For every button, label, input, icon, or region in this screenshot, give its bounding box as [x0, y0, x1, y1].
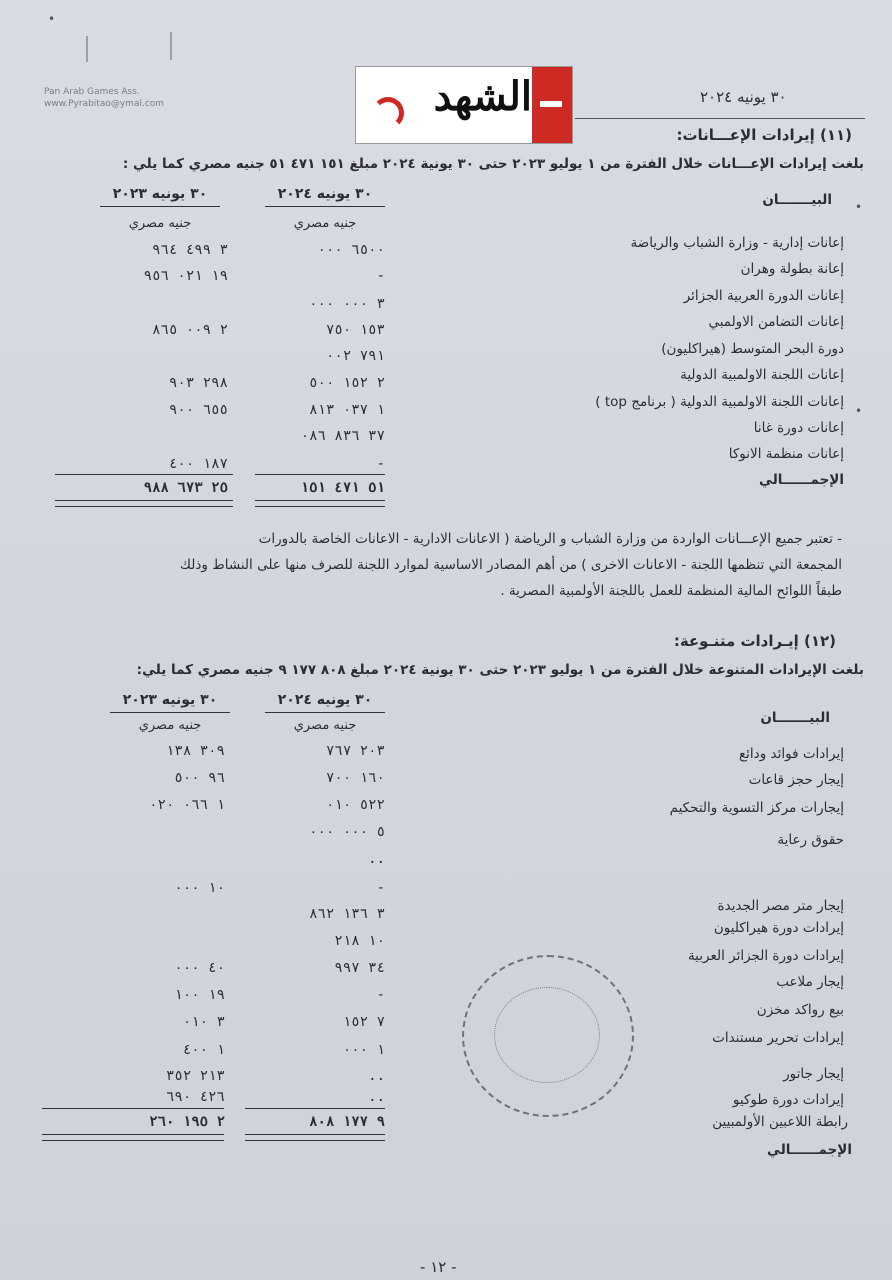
s1-row-label: إعانات إدارية - وزارة الشباب والرياضة: [630, 235, 844, 251]
official-stamp-icon: [462, 955, 634, 1117]
margin-dot: •: [855, 200, 863, 214]
section-2-title: (١٢) إيـرادات متنـوعة:: [673, 632, 836, 650]
s2-row-2023: ٩٦ ٥٠٠: [174, 770, 225, 786]
s2-row-2024: ١٦٠ ٧٠٠: [325, 770, 385, 786]
s2-total-rule-2024: [245, 1108, 385, 1109]
s1-row-2023: ١٩ ٠٢١ ٩٥٦: [143, 268, 228, 284]
s1-row-label: إعانة بطولة وهران: [740, 261, 844, 277]
s2-row-2023: ٢١٣ ٣٥٢: [165, 1068, 225, 1084]
s2-row-2024: ١٠ ٢١٨: [334, 933, 385, 949]
note-paragraph: [112, 526, 842, 604]
s2-col-2024-underline: [265, 712, 385, 713]
s1-total-label: الإجمــــــالي: [759, 472, 844, 488]
s1-row-2024: ٣ ٠٠٠ ٠٠٠: [309, 296, 385, 312]
s2-total-double-rule-2023: [42, 1134, 224, 1141]
s2-row-2023: ١ ٠٦٦ ٠٢٠: [149, 797, 225, 813]
note-line-1: - تعتبر جميع الإعـــانات الواردة من وزارة الشباب و الرياضة ( الاعانات الادارية - الاعانات الخاصة بالدورات: [258, 531, 842, 547]
s1-total-rule-2024: [255, 474, 385, 475]
s2-row-2024: ٣ ١٣٦ ٨٦٢: [309, 906, 385, 922]
s2-row-2024: ٣٤ ٩٩٧: [334, 960, 385, 976]
s2-col-2024-unit: جنيه مصري: [293, 718, 357, 733]
margin-dot: •: [855, 404, 863, 418]
s2-label-header: البيـــــــان: [760, 710, 830, 726]
margin-dot: •: [48, 12, 56, 26]
note-line-3: طبقاً اللوائح المالية المنظمة للعمل باللجنة الأولمبية المصرية .: [500, 583, 842, 599]
s2-row-label: إيجار جاتور: [783, 1066, 844, 1082]
s1-row-label: إعانات منظمة الانوكا: [728, 446, 844, 462]
s2-row-label: إيجار ملاعب: [776, 974, 844, 990]
s2-col-2023-unit: جنيه مصري: [138, 718, 202, 733]
s2-row-label: إيرادات تحرير مستندات: [712, 1030, 844, 1046]
s1-row-2024: ١٥٣ ٧٥٠: [325, 322, 385, 338]
s1-row-2024: -: [376, 268, 385, 284]
s1-col-2024-unit: جنيه مصري: [293, 216, 357, 231]
letterhead-line-2: www.Pyrabitao@ymal.com: [44, 99, 165, 109]
s1-row-2023: ٣ ٤٩٩ ٩٦٤: [152, 242, 228, 258]
s1-row-label: إعانات التضامن الاولمبي: [708, 314, 844, 330]
s2-row-2024: ١ ٠٠٠: [342, 1042, 385, 1058]
s2-row-label: إيرادات دورة طوكيو: [732, 1092, 844, 1108]
s1-row-2024: -: [376, 456, 385, 472]
s1-col-2024-header: ٣٠ يونيه ٢٠٢٤: [277, 186, 373, 202]
s2-row-2024: ٥ ٠٠٠ ٠٠٠: [309, 824, 385, 840]
s1-total-2024: ٥١ ٤٧١ ١٥١: [300, 480, 385, 496]
s2-row-2023: ١٠ ٠٠٠: [174, 880, 225, 896]
s2-total-rule-2023: [42, 1108, 224, 1109]
s2-row-2024: -: [376, 880, 385, 896]
s1-row-label: إعانات اللجنة الاولمبية الدولية ( برنامج top ): [595, 394, 844, 410]
s1-row-2023: ٢ ٠٠٩ ٨٦٥: [152, 322, 228, 338]
document-date: ٣٠ يونيه ٢٠٢٤: [700, 88, 787, 106]
s2-row-label: إيجار حجز قاعات: [748, 772, 844, 788]
section-1-title: (١١) إيرادات الإعـــانات:: [676, 126, 852, 144]
s2-row-2023: ١٩ ١٠٠: [174, 987, 225, 1003]
logo-text: الشهد: [433, 73, 532, 120]
s2-row-label: إيجارات مركز التسوية والتحكيم: [669, 800, 844, 816]
s1-row-2024: ٦٥٠٠ ٠٠٠: [317, 242, 385, 258]
s1-row-2023: ٢٩٨ ٩٠٣: [168, 375, 228, 391]
s1-row-label: إعانات دورة غانا: [753, 420, 844, 436]
s2-total-double-rule-2024: [245, 1134, 385, 1141]
header-divider: [575, 118, 865, 119]
s1-row-label: دورة البحر المتوسط (هيراكليون): [661, 341, 844, 357]
note-line-2: المجمعة التي تنظمها اللجنة - الاعانات الاخرى ) من أهم المصادر الاساسية لموارد اللجنة للصرف منها على النشاط وذلك: [179, 557, 842, 573]
s1-row-2023: ١٨٧ ٤٠٠: [168, 456, 228, 472]
section-1-intro: بلغت إيرادات الإعـــانات خلال الفترة من ١ يوليو ٢٠٢٣ حتى ٣٠ يونية ٢٠٢٤ مبلغ ١٥١ ٤٧١ ٥١ جنيه مصري كما يلي :: [122, 156, 864, 172]
s2-row-2023: ٣٠٩ ١٣٨: [165, 743, 225, 759]
s1-col-2023-header: ٣٠ يونيه ٢٠٢٣: [112, 186, 208, 202]
s1-total-rule-2023: [55, 474, 233, 475]
s2-col-2024-header: ٣٠ يونيه ٢٠٢٤: [277, 692, 373, 708]
letterhead-line-1: Pan Arab Games Ass.: [44, 87, 140, 97]
s2-row-2023: ١ ٤٠٠: [182, 1042, 225, 1058]
s2-row-2024: ..: [368, 1068, 385, 1084]
letterhead-mark: [86, 36, 88, 62]
s2-row-2024: ٢٠٣ ٧٦٧: [325, 743, 385, 759]
s2-col-2023-header: ٣٠ يونيه ٢٠٢٣: [122, 692, 218, 708]
s2-total-2024: ٩ ١٧٧ ٨٠٨: [309, 1114, 385, 1130]
s2-row-2023: ٣ ٠١٠: [182, 1014, 225, 1030]
s1-total-double-rule-2023: [55, 500, 233, 507]
s1-row-2024: ٣٧ ٨٣٦ ٠٨٦: [300, 428, 385, 444]
s1-col-2024-underline: [265, 206, 385, 207]
letterhead-left: [44, 86, 224, 110]
s2-row-2023: ٤٠ ٠٠٠: [174, 960, 225, 976]
s2-total-label: الإجمــــــالي: [767, 1142, 852, 1158]
s1-col-2023-underline: [100, 206, 220, 207]
s1-row-2024: ٢ ١٥٢ ٥٠٠: [309, 375, 385, 391]
logo-red-block-icon: [532, 67, 572, 143]
s1-label-header: البيـــــــان: [762, 192, 832, 208]
newspaper-logo: [355, 66, 573, 144]
s1-row-2023: ٦٥٥ ٩٠٠: [168, 402, 228, 418]
s1-total-double-rule-2024: [255, 500, 385, 507]
s2-row-2024: -: [376, 987, 385, 1003]
s2-row-2024: ٧ ١٥٢: [342, 1014, 385, 1030]
s2-row-label: إيجار متر مصر الجديدة: [717, 898, 844, 914]
s2-row-label: إيرادات فوائد ودائع: [738, 746, 844, 762]
section-2-intro: بلغت الإيرادات المتنوعة خلال الفترة من ١ يوليو ٢٠٢٣ حتى ٣٠ يونية ٢٠٢٤ مبلغ ٨٠٨ ١٧٧ ٩ جنيه مصري كما يلي:: [136, 662, 864, 678]
s1-col-2023-unit: جنيه مصري: [128, 216, 192, 231]
s2-row-2024: ..: [368, 1089, 385, 1105]
s2-row-2024: ..: [368, 851, 385, 867]
s2-row-2023: ٤٢٦ ٦٩٠: [165, 1089, 225, 1105]
s1-total-2023: ٢٥ ٦٧٣ ٩٨٨: [143, 480, 228, 496]
page-number: - ١٢ -: [420, 1258, 457, 1276]
s1-row-label: إعانات اللجنة الاولمبية الدولية: [680, 367, 844, 383]
s1-row-label: إعانات الدورة العربية الجزائر: [683, 288, 844, 304]
s2-row-2024: ٥٢٢ ٠١٠: [325, 797, 385, 813]
s2-row-label: بيع رواكد مخزن: [756, 1002, 844, 1018]
s1-row-2024: ١ ٠٣٧ ٨١٣: [309, 402, 385, 418]
s2-row-label: حقوق رعاية: [777, 832, 844, 848]
s1-row-2024: ٧٩١ ٠٠٢: [325, 348, 385, 364]
s2-col-2023-underline: [110, 712, 230, 713]
s2-total-2023: ٢ ١٩٥ ٢٦٠: [149, 1114, 225, 1130]
s2-row-label: إيرادات دورة هيراكليون: [713, 920, 844, 936]
s2-row-label: إيرادات دورة الجزائر العربية: [687, 948, 844, 964]
s2-row-label: رابطة اللاعبين الأولمبيين: [712, 1114, 848, 1130]
letterhead-mark: [170, 32, 172, 60]
logo-swoosh-icon: [372, 97, 404, 129]
